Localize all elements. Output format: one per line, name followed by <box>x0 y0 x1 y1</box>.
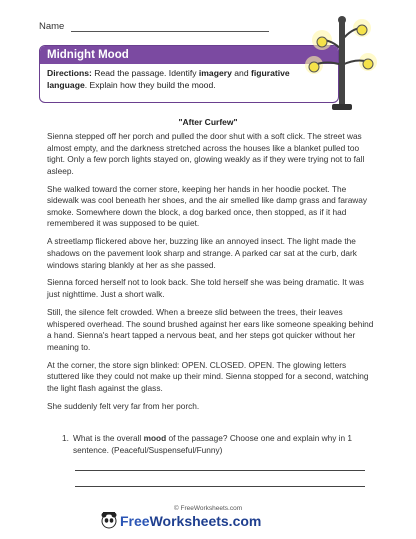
footer-copyright: © FreeWorksheets.com <box>173 505 243 512</box>
answer-line-1[interactable] <box>75 470 365 471</box>
worksheet-title: Midnight Mood <box>40 46 338 64</box>
directions-text-2: and <box>231 68 251 78</box>
question-number: 1. <box>62 433 69 443</box>
name-label: Name <box>39 21 65 32</box>
directions-bold-2: figurative language <box>47 68 290 90</box>
story-paragraph-7: She suddenly felt very far from her porch. <box>47 400 200 411</box>
story-paragraph-6: At the corner, the store sign blinked: OPEN. CLOSED. OPEN. The glowing letters stuttered like they could not make up their mind. Sienna stopped for a second, watching the light flash against the glass. <box>47 359 369 393</box>
question-1 <box>62 433 372 456</box>
directions-text-1: Read the passage. Identify <box>91 68 199 78</box>
panda-logo-icon <box>100 511 118 529</box>
story-title: "After Curfew" <box>178 117 238 127</box>
directions-label: Directions: <box>47 68 92 78</box>
question-bold: mood <box>143 433 167 443</box>
footer-brand <box>120 513 261 529</box>
story-passage <box>47 131 377 419</box>
name-row <box>39 21 269 32</box>
name-input-line[interactable] <box>71 31 269 32</box>
directions-text-3: . Explain how they build the mood. <box>84 79 216 90</box>
story-paragraph-1: Sienna stepped off her porch and pulled the door shut with a soft click. The street was almost empty, and the darkness stretched across the houses like a blanket pulled too tight. Only a few porch lights stayed on, glowing weakly as if they were trying not to fall asleep. <box>47 131 365 176</box>
directions <box>40 64 338 95</box>
story-paragraph-4: Sienna forced herself not to look back. She told herself she was being dramatic. It was just nighttime. Just a short walk. <box>47 277 364 300</box>
streetlamp-illustration <box>302 10 382 115</box>
directions-bold-1: imagery <box>198 68 232 78</box>
answer-line-2[interactable] <box>75 486 365 487</box>
question-text-1: What is the overall <box>73 433 144 443</box>
footer-brand-rest: Worksheets.com <box>149 513 262 529</box>
story-paragraph-2: She walked toward the corner store, keeping her hands in her hoodie pocket. The sidewalk was cool beneath her shoes, and the air smelled like damp grass and faraway smoke. Somewhere down the block, a dog barked once, then stopped, as if it had remembered it was supposed to be quiet. <box>47 183 368 229</box>
title-box <box>39 45 339 103</box>
question-text <box>73 433 372 456</box>
question-text-2: of the passage? Choose one and explain why in 1 sentence. (Peaceful/Suspenseful/Funny) <box>73 433 353 455</box>
story-paragraph-5: Still, the silence felt crowded. When a breeze slid between the trees, their leaves whispered overhead. The sound brushed against her ears like someone speaking behind a hand. Sienna's heart tapped a nervous beat, and her steps got quicker without her meaning to. <box>47 306 374 352</box>
footer-brand-free: Free <box>120 513 150 529</box>
story-paragraph-3: A streetlamp flickered above her, buzzing like an annoyed insect. The light made the shadows on the pavement look sharp and strange. A parked car sat at the curb, dark windows staring blankly at her as she passed. <box>47 236 357 270</box>
